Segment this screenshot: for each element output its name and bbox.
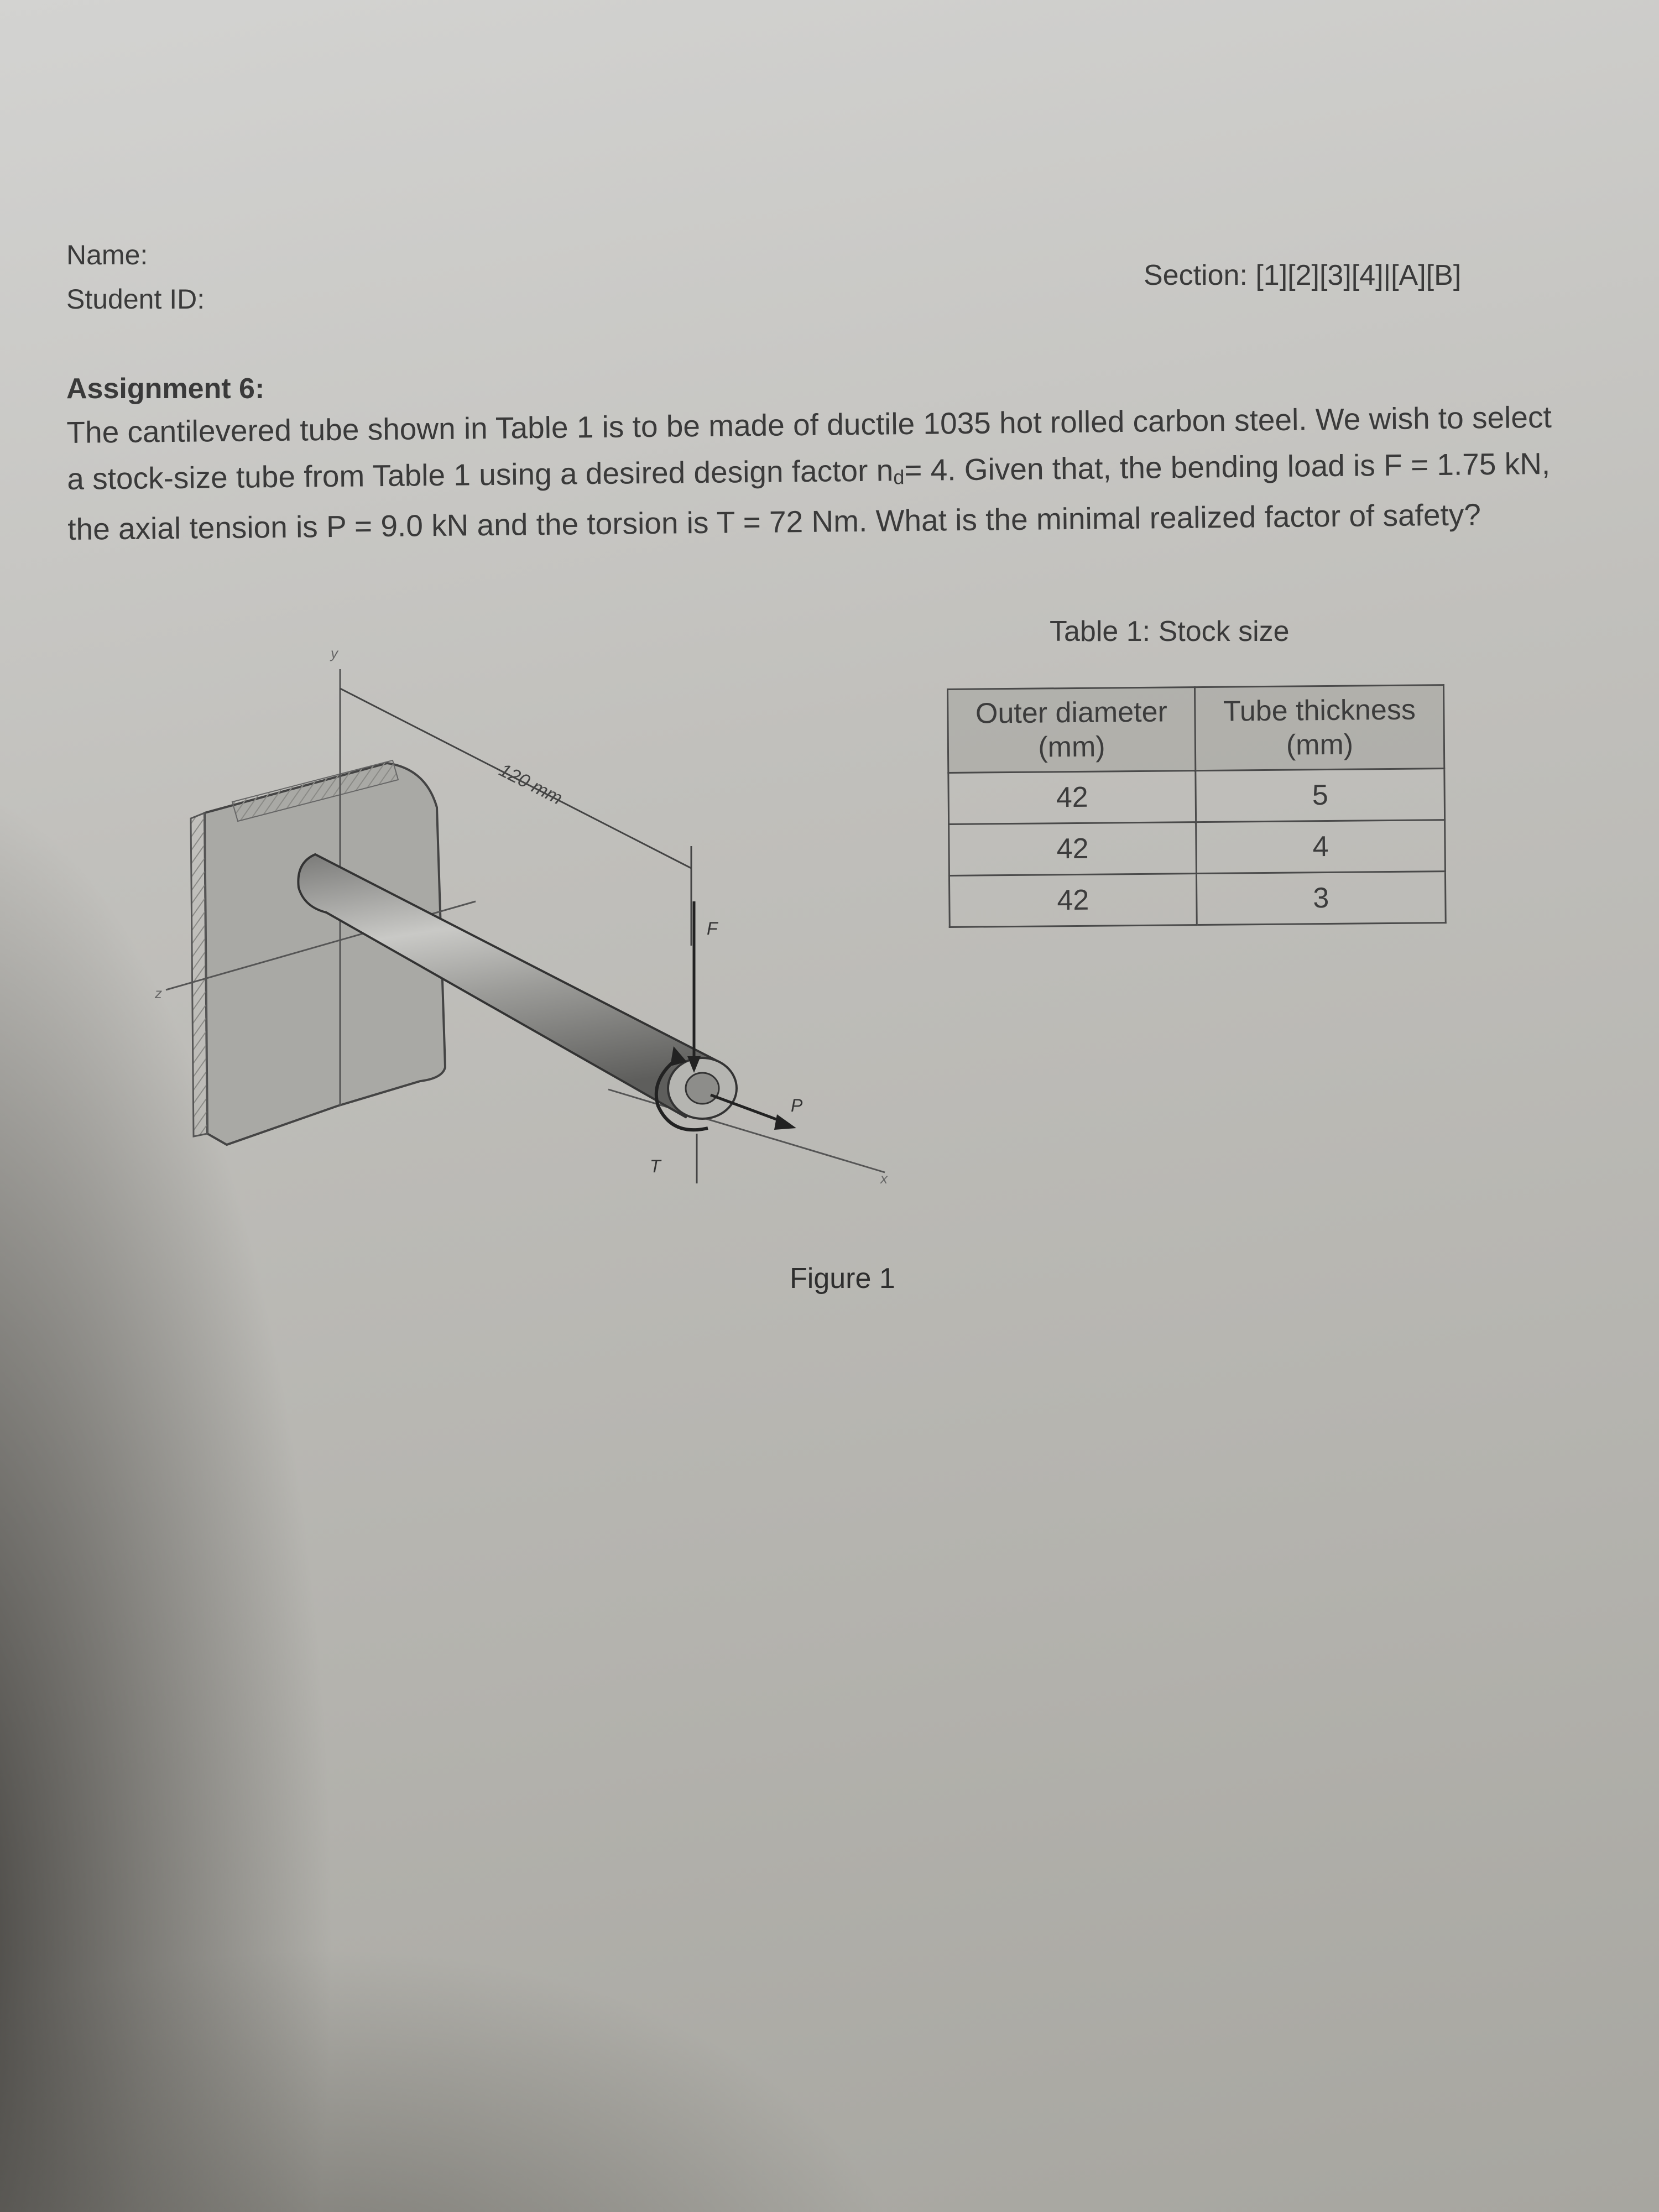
axial-arrow-head: [774, 1114, 796, 1130]
cell-thickness: 4: [1196, 820, 1446, 874]
axis-z-label: z: [155, 985, 162, 1001]
name-label: Name:: [66, 239, 148, 270]
assignment-line-1: The cantilevered tube shown in Table 1 is to be made of ductile 1035 hot rolled carbon steel. We wish to select: [66, 399, 1552, 450]
section-label: Section: [1][2][3][4]|[A][B]: [1144, 259, 1462, 291]
header-outer-diameter: Outer diameter (mm): [948, 687, 1196, 773]
table-row: [949, 820, 1446, 876]
axis-y-label: y: [331, 645, 338, 661]
cell-outer-diameter: 42: [949, 874, 1197, 927]
cell-outer-diameter: 42: [949, 822, 1197, 876]
axis-x-label: x: [880, 1170, 888, 1187]
figure-caption: Figure 1: [790, 1262, 895, 1295]
assignment-line-2a: a stock-size tube from Table 1 using a desired design factor n: [66, 453, 894, 496]
cantilever-tube-figure: [133, 636, 962, 1217]
cell-thickness: 5: [1196, 769, 1445, 822]
dimension-label: 120 mm: [495, 759, 566, 809]
table-caption: Table 1: Stock size: [1050, 615, 1290, 648]
student-id-label: Student ID:: [66, 284, 205, 315]
assignment-line-2b: = 4. Given that, the bending load is F = 1.75 kN,: [904, 446, 1551, 488]
assignment-title: Assignment 6:: [66, 373, 265, 405]
tube-end-inner: [686, 1073, 719, 1104]
force-label: F: [707, 919, 718, 938]
design-factor-subscript: d: [893, 466, 905, 489]
table-row: [948, 769, 1445, 825]
assignment-line-3: the axial tension is P = 9.0 kN and the torsion is T = 72 Nm. What is the minimal realized factor of safety?: [67, 497, 1481, 546]
torque-label: T: [650, 1156, 661, 1176]
wall-edge: [191, 813, 207, 1136]
table-row: [949, 872, 1446, 927]
header-tube-thickness: Tube thickness (mm): [1195, 685, 1444, 771]
cell-thickness: 3: [1197, 872, 1446, 925]
stock-size-table: [947, 684, 1447, 928]
assignment-text: [66, 394, 1572, 552]
cell-outer-diameter: 42: [948, 771, 1196, 825]
axial-label: P: [791, 1095, 803, 1115]
table-header-row: [948, 685, 1444, 773]
